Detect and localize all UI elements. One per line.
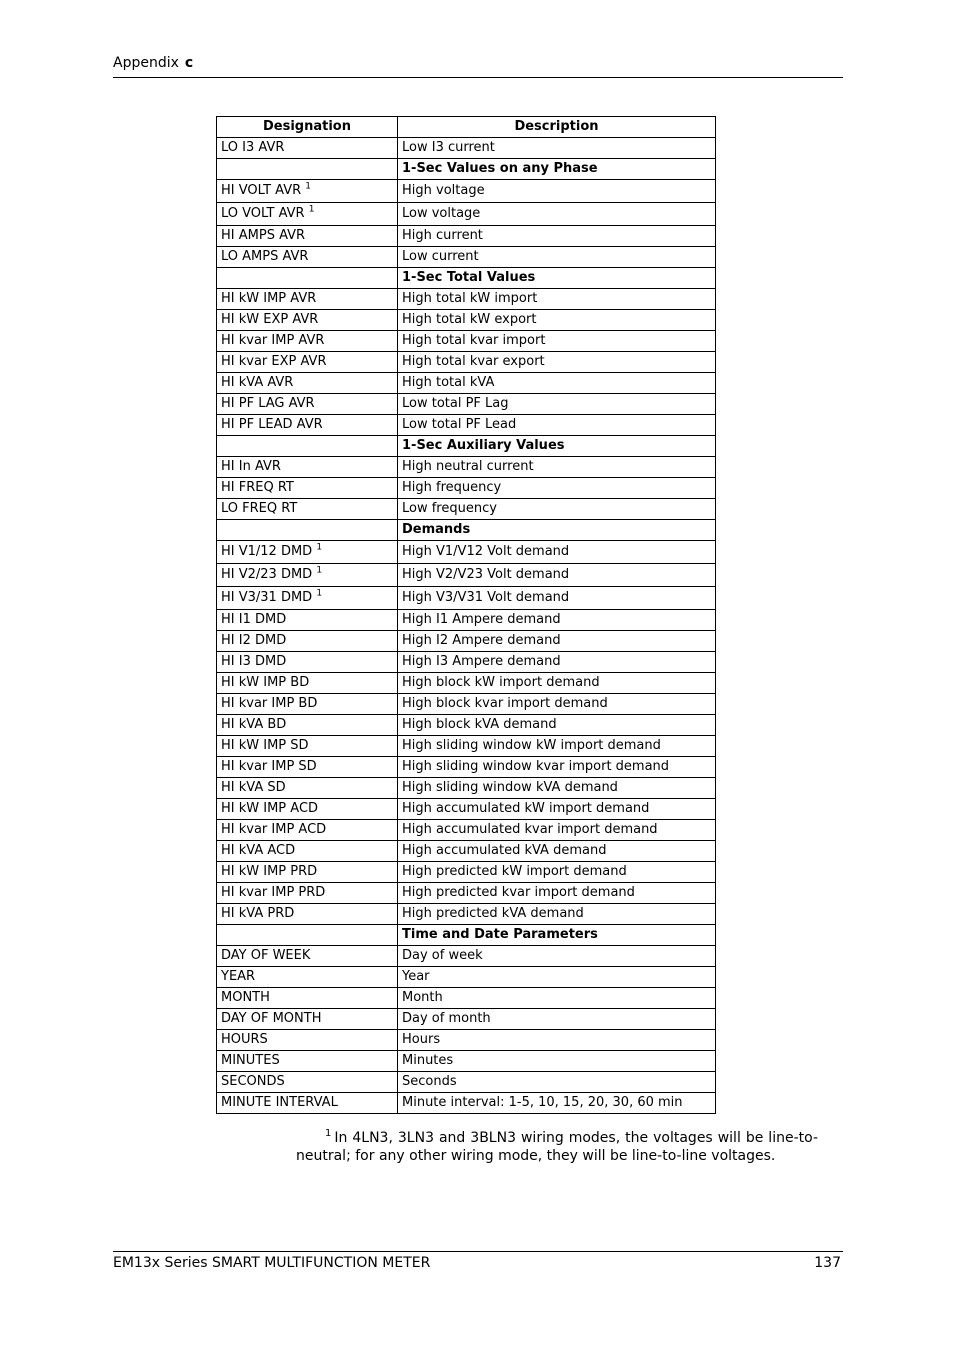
designation-cell [217,820,398,841]
designation-text: LO I3 AVR [221,140,285,155]
designation-text: YEAR [221,969,256,984]
table-row [217,415,716,436]
table-header-row [217,117,716,138]
description-cell: High I1 Ampere demand [398,610,716,631]
designation-text: MINUTES [221,1053,280,1068]
description-cell: Hours [398,1030,716,1051]
table-row [217,757,716,778]
designation-cell [217,352,398,373]
description-cell: Low total PF Lead [398,415,716,436]
description-cell: High predicted kW import demand [398,862,716,883]
designation-cell [217,652,398,673]
footnote-reference: 1 [316,588,323,599]
designation-text: HI I3 DMD [221,654,287,669]
table-section-row [217,436,716,457]
designation-text: HI kVA AVR [221,375,294,390]
description-cell: High sliding window kVA demand [398,778,716,799]
table-row [217,904,716,925]
designation-text: HI V3/31 DMD [221,590,313,605]
column-header-description: Description [398,117,716,138]
description-cell: High sliding window kW import demand [398,736,716,757]
designation-text: HI FREQ RT [221,480,294,495]
table-row [217,541,716,564]
designation-cell [217,478,398,499]
description-cell: High voltage [398,180,716,203]
footer-title: EM13x Series SMART MULTIFUNCTION METER [113,1255,431,1271]
table-body [217,138,716,1114]
designation-text: LO AMPS AVR [221,249,309,264]
designation-cell [217,988,398,1009]
designation-cell [217,841,398,862]
designation-cell [217,331,398,352]
designation-cell [217,736,398,757]
table-row [217,203,716,226]
table-row [217,352,716,373]
table-row [217,967,716,988]
designation-text: HI AMPS AVR [221,228,306,243]
designation-cell [217,289,398,310]
description-cell: High accumulated kVA demand [398,841,716,862]
designation-text: LO FREQ RT [221,501,298,516]
description-cell: High total kVA [398,373,716,394]
description-cell: High accumulated kvar import demand [398,820,716,841]
designation-text: MINUTE INTERVAL [221,1095,338,1110]
designation-cell [217,203,398,226]
designation-cell [217,436,398,457]
designation-cell [217,564,398,587]
designation-cell [217,373,398,394]
table-section-row [217,520,716,541]
designation-text: HI kvar IMP ACD [221,822,327,837]
designation-cell [217,310,398,331]
designation-text: HI kvar IMP PRD [221,885,326,900]
footnote-text: In 4LN3, 3LN3 and 3BLN3 wiring modes, the voltages will be line-to-neutral; for any other wiring mode, they will be line-to-line voltages. [296,1130,818,1164]
designation-cell [217,799,398,820]
description-cell: Low I3 current [398,138,716,159]
designation-text: HI kW EXP AVR [221,312,319,327]
designation-cell [217,757,398,778]
designation-cell [217,904,398,925]
designation-text: DAY OF WEEK [221,948,311,963]
table-row [217,736,716,757]
table-row [217,289,716,310]
section-heading-cell: 1-Sec Values on any Phase [398,159,716,180]
designation-cell [217,610,398,631]
table-row [217,778,716,799]
designation-text: HI kvar IMP AVR [221,333,325,348]
description-cell: High V2/V23 Volt demand [398,564,716,587]
designation-cell [217,1051,398,1072]
table-row [217,226,716,247]
table-row [217,478,716,499]
designation-text: DAY OF MONTH [221,1011,322,1026]
description-cell: Minute interval: 1-5, 10, 15, 20, 30, 60 min [398,1093,716,1114]
designation-cell [217,247,398,268]
footnote-reference: 1 [305,181,312,192]
footnote [296,1129,818,1165]
designation-text: HI PF LAG AVR [221,396,315,411]
table-row [217,1051,716,1072]
description-cell: Month [398,988,716,1009]
designation-cell [217,631,398,652]
description-cell: High I3 Ampere demand [398,652,716,673]
table-row [217,988,716,1009]
description-cell: High block kVA demand [398,715,716,736]
table-row [217,394,716,415]
footnote-reference: 1 [316,565,323,576]
table-row [217,331,716,352]
description-cell: High total kW export [398,310,716,331]
header-appendix-label: Appendix [113,55,179,71]
column-header-designation: Designation [217,117,398,138]
designation-text: HI I2 DMD [221,633,287,648]
designation-text: LO VOLT AVR [221,206,305,221]
designation-cell [217,1093,398,1114]
designation-cell [217,499,398,520]
designation-cell [217,268,398,289]
designation-table [216,116,716,1114]
table-row [217,310,716,331]
designation-cell [217,180,398,203]
table-row [217,247,716,268]
table-row [217,610,716,631]
table-row [217,799,716,820]
table-row [217,631,716,652]
page-number: 137 [814,1255,841,1271]
designation-text: HI kW IMP AVR [221,291,317,306]
table-row [217,138,716,159]
footnote-reference: 1 [316,542,323,553]
description-cell: Day of month [398,1009,716,1030]
table-row [217,373,716,394]
designation-text: HI V1/12 DMD [221,544,313,559]
designation-cell [217,520,398,541]
table-row [217,1030,716,1051]
description-cell: Seconds [398,1072,716,1093]
section-heading-cell: 1-Sec Total Values [398,268,716,289]
description-cell: Minutes [398,1051,716,1072]
description-cell: High frequency [398,478,716,499]
designation-text: HI kVA BD [221,717,287,732]
table-section-row [217,159,716,180]
description-cell: High sliding window kvar import demand [398,757,716,778]
designation-cell [217,587,398,610]
designation-text: HI kW IMP SD [221,738,309,753]
table-row [217,1093,716,1114]
page-header [113,55,843,78]
designation-cell [217,541,398,564]
table-row [217,1009,716,1030]
description-cell: High I2 Ampere demand [398,631,716,652]
designation-text: HI kVA PRD [221,906,295,921]
table-row [217,1072,716,1093]
description-cell: High total kvar export [398,352,716,373]
description-cell: High block kvar import demand [398,694,716,715]
designation-cell [217,946,398,967]
designation-text: HI I1 DMD [221,612,287,627]
designation-cell [217,226,398,247]
table-row [217,883,716,904]
description-cell: High current [398,226,716,247]
designation-cell [217,967,398,988]
table-row [217,946,716,967]
description-cell: High V3/V31 Volt demand [398,587,716,610]
page-footer [113,1251,843,1271]
description-cell: Low frequency [398,499,716,520]
designation-cell [217,415,398,436]
designation-text: HI kW IMP ACD [221,801,319,816]
table-row [217,862,716,883]
designation-cell [217,673,398,694]
designation-text: HI kVA ACD [221,843,296,858]
table-row [217,564,716,587]
table-section-row [217,268,716,289]
description-cell: High neutral current [398,457,716,478]
header-appendix-letter: c [184,55,194,71]
designation-cell [217,778,398,799]
designation-text: HI kvar EXP AVR [221,354,327,369]
designation-text: HI kvar IMP SD [221,759,317,774]
designation-text: HI kW IMP BD [221,675,310,690]
designation-cell [217,1030,398,1051]
designation-cell [217,694,398,715]
designation-cell [217,394,398,415]
description-cell: High predicted kvar import demand [398,883,716,904]
table-row [217,499,716,520]
table-row [217,652,716,673]
designation-cell [217,159,398,180]
description-cell: Low total PF Lag [398,394,716,415]
description-cell: High predicted kVA demand [398,904,716,925]
table-row [217,841,716,862]
description-cell: Low voltage [398,203,716,226]
table-section-row [217,925,716,946]
designation-cell [217,925,398,946]
designation-cell [217,883,398,904]
designation-text: HI PF LEAD AVR [221,417,323,432]
designation-cell [217,457,398,478]
section-heading-cell: Time and Date Parameters [398,925,716,946]
designation-cell [217,1009,398,1030]
description-cell: Day of week [398,946,716,967]
description-cell: High accumulated kW import demand [398,799,716,820]
table-row [217,820,716,841]
designation-cell [217,862,398,883]
description-cell: Year [398,967,716,988]
designation-text: HI kW IMP PRD [221,864,318,879]
description-cell: Low current [398,247,716,268]
footnote-mark: 1 [325,1128,332,1140]
table-row [217,180,716,203]
designation-text: HI kvar IMP BD [221,696,318,711]
designation-text: MONTH [221,990,270,1005]
designation-text: HI kVA SD [221,780,286,795]
description-cell: High total kvar import [398,331,716,352]
designation-text: HI VOLT AVR [221,183,302,198]
designation-cell [217,138,398,159]
designation-text: SECONDS [221,1074,285,1089]
description-cell: High total kW import [398,289,716,310]
table-row [217,694,716,715]
description-cell: High V1/V12 Volt demand [398,541,716,564]
designation-text: HOURS [221,1032,268,1047]
table-row [217,457,716,478]
description-cell: High block kW import demand [398,673,716,694]
designation-cell [217,1072,398,1093]
table-row [217,587,716,610]
designation-text: HI V2/23 DMD [221,567,313,582]
table-row [217,715,716,736]
designation-cell [217,715,398,736]
footnote-reference: 1 [308,204,315,215]
section-heading-cell: 1-Sec Auxiliary Values [398,436,716,457]
section-heading-cell: Demands [398,520,716,541]
table-row [217,673,716,694]
designation-text: HI In AVR [221,459,281,474]
